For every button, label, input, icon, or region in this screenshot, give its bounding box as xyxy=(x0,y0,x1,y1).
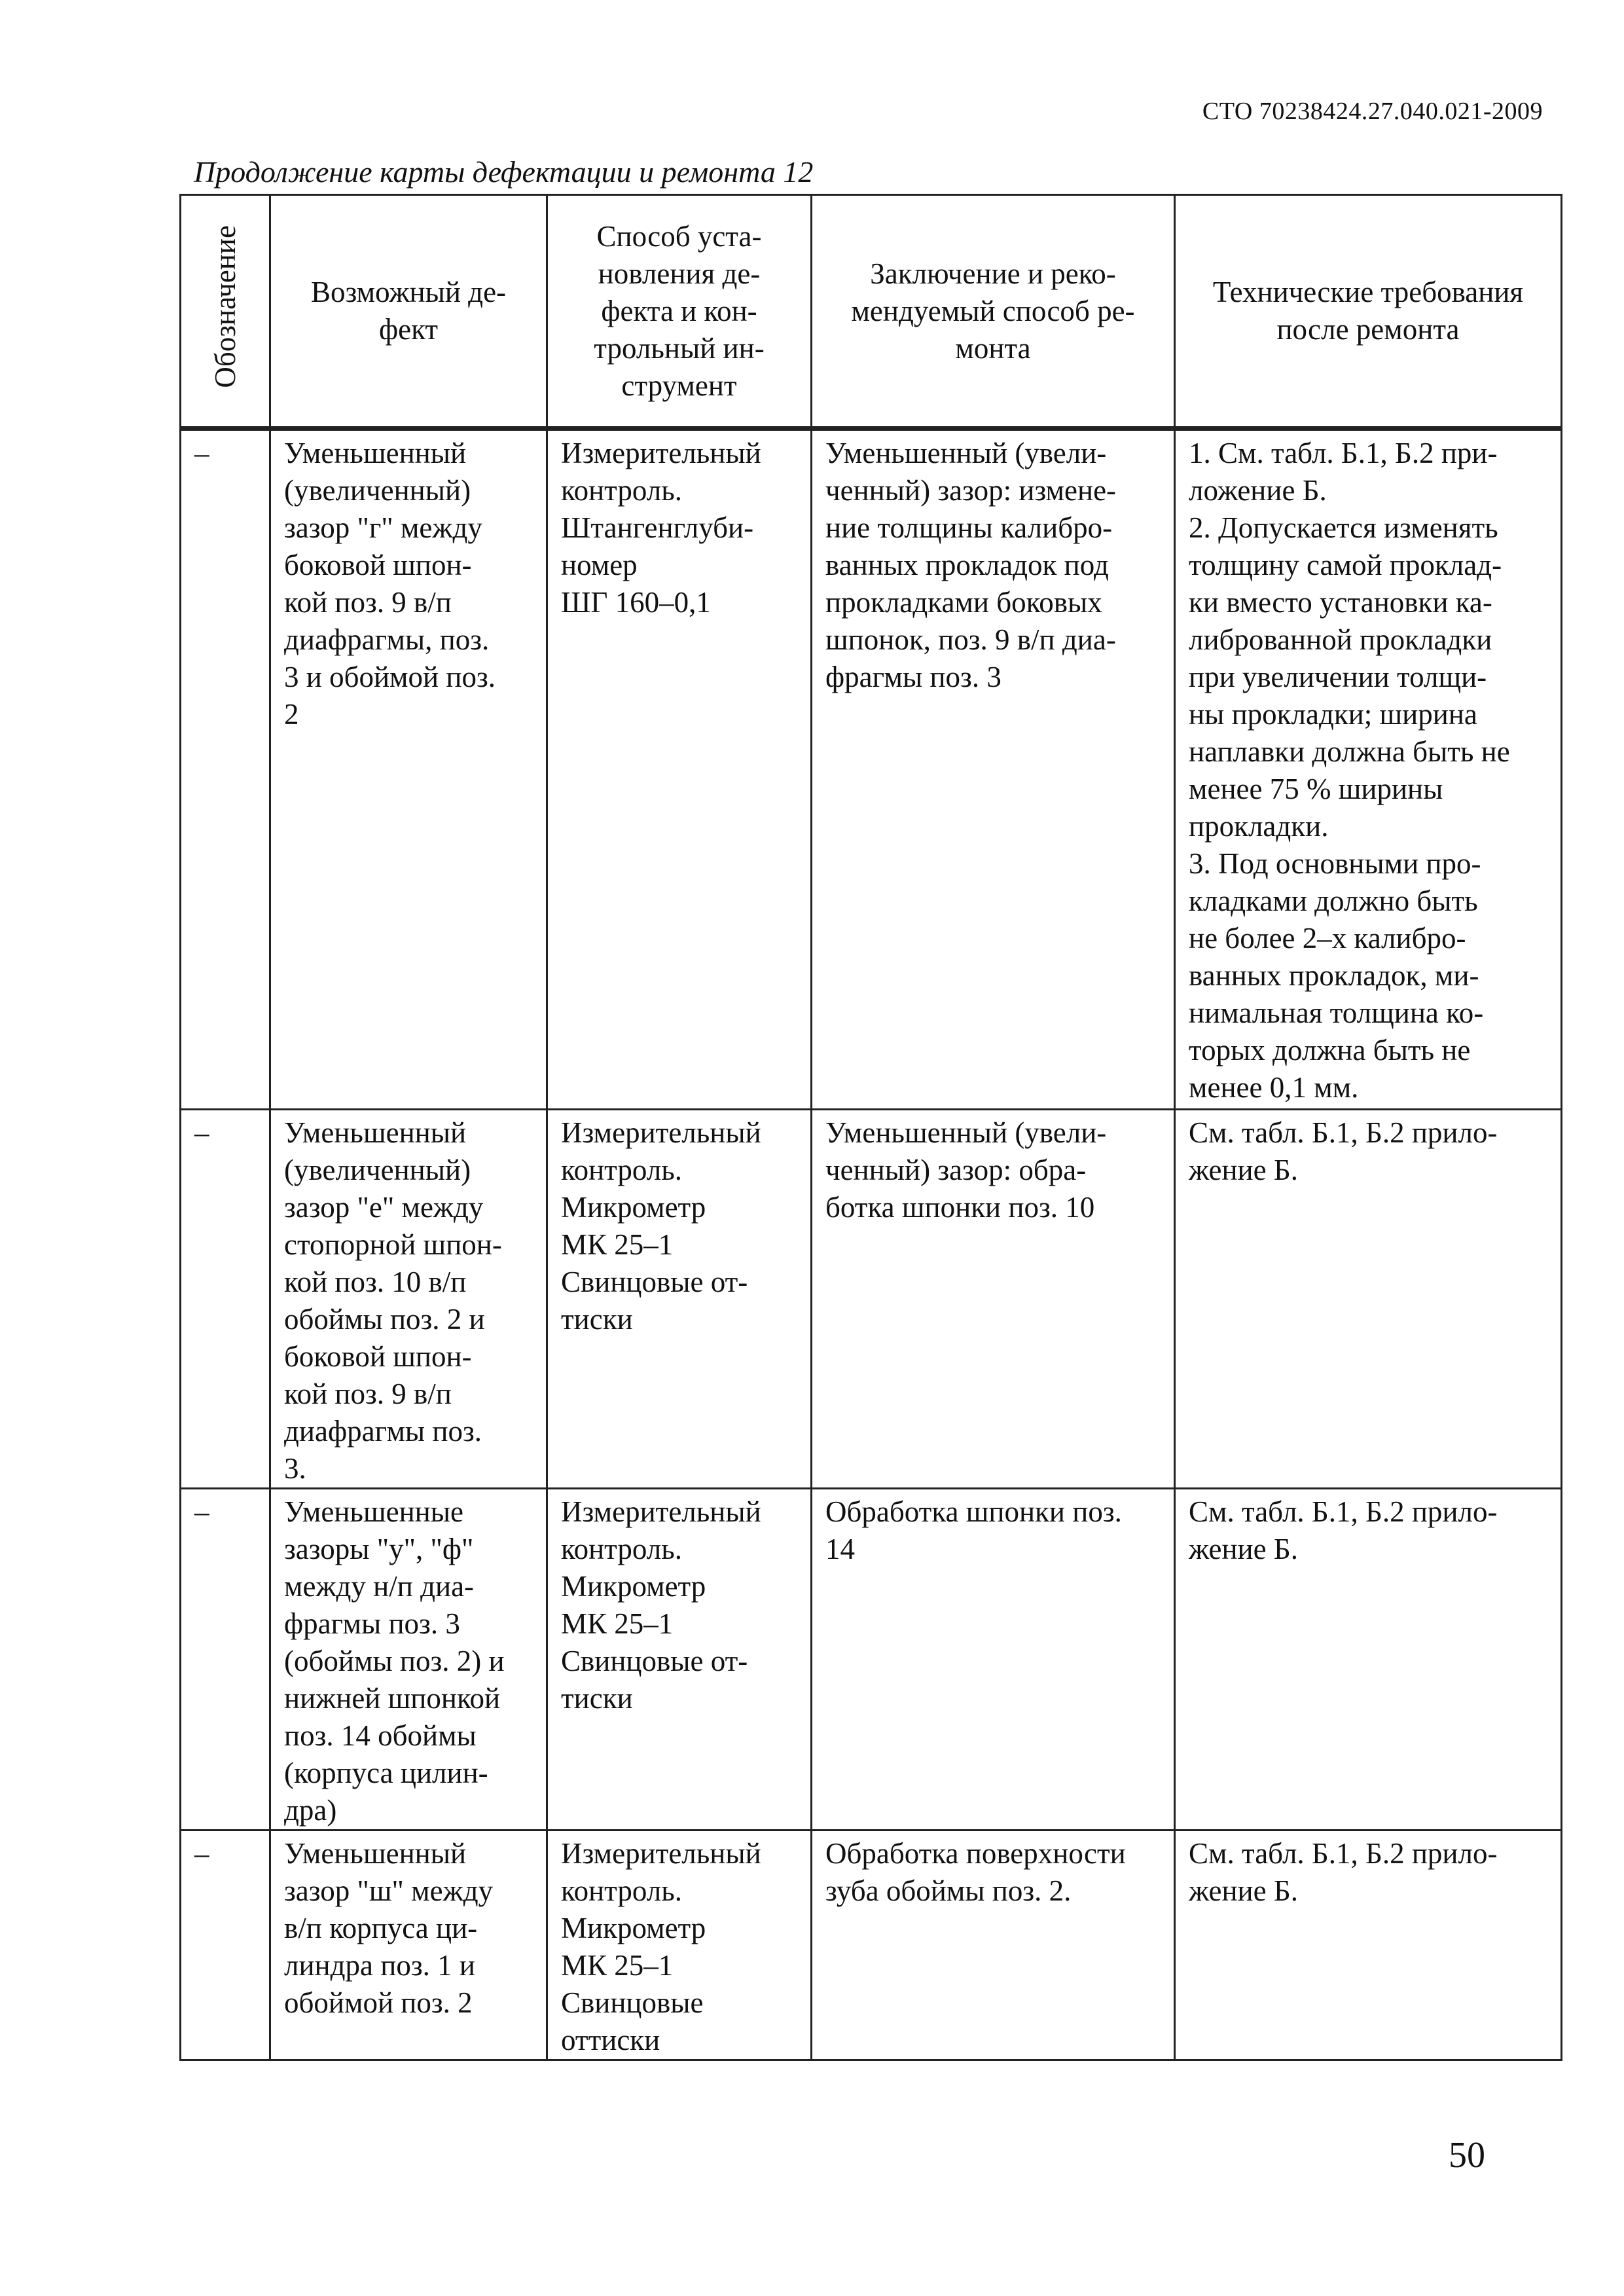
cell-method: Измерительный контроль. Микрометр МК 25–1 Свинцовые от- тиски xyxy=(547,1110,812,1489)
page-number: 50 xyxy=(1449,2135,1485,2176)
cell-requirements: 1. См. табл. Б.1, Б.2 при- ложение Б. 2. Допускается изменять толщину самой проклад- ки вместо установки ка- либрованной прокладки при увеличении толщи- ны прокладки; ширина наплавки должна быть не менее 75 % ширины прокладки. 3. Под основными про- кладками должно быть не более 2–х калибро- ванных прокладок, ми- нимальная толщина ко- торых должна быть не менее 0,1 мм. xyxy=(1175,429,1562,1110)
cell-requirements: См. табл. Б.1, Б.2 прило- жение Б. xyxy=(1175,1110,1562,1489)
column-header-defect: Возможный де- фект xyxy=(270,195,547,429)
cell-defect: Уменьшенный (увеличенный) зазор "г" между боковой шпон- кой поз. 9 в/п диафрагмы, поз. 3 и обоймой поз. 2 xyxy=(270,429,547,1110)
document-code: СТО 70238424.27.040.021-2009 xyxy=(1202,98,1543,125)
table-row xyxy=(181,1110,1562,1489)
cell-conclusion: Обработка шпонки поз. 14 xyxy=(812,1489,1175,1831)
cell-designation: – xyxy=(181,1831,270,2060)
table-row xyxy=(181,429,1562,1110)
column-header-method: Способ уста- новления де- фекта и кон- трольный ин- струмент xyxy=(547,195,812,429)
cell-conclusion: Обработка поверхности зуба обоймы поз. 2. xyxy=(812,1831,1175,2060)
cell-method: Измерительный контроль. Штангенглуби- номер ШГ 160–0,1 xyxy=(547,429,812,1110)
cell-method: Измерительный контроль. Микрометр МК 25–1 Свинцовые от- тиски xyxy=(547,1489,812,1831)
cell-conclusion: Уменьшенный (увели- ченный) зазор: обра- ботка шпонки поз. 10 xyxy=(812,1110,1175,1489)
cell-requirements: См. табл. Б.1, Б.2 прило- жение Б. xyxy=(1175,1489,1562,1831)
cell-designation: – xyxy=(181,1489,270,1831)
table-row xyxy=(181,1489,1562,1831)
cell-conclusion: Уменьшенный (увели- ченный) зазор: измене- ние толщины калибро- ванных прокладок под прокладками боковых шпонок, поз. 9 в/п диа- фрагмы поз. 3 xyxy=(812,429,1175,1110)
table-row xyxy=(181,1831,1562,2060)
defect-repair-table xyxy=(179,194,1562,2061)
column-header-requirements: Технические требования после ремонта xyxy=(1175,195,1562,429)
cell-defect: Уменьшенные зазоры "у", "ф" между н/п диа- фрагмы поз. 3 (обоймы поз. 2) и нижней шпонкой поз. 14 обоймы (корпуса цилин- дра) xyxy=(270,1489,547,1831)
cell-designation: – xyxy=(181,1110,270,1489)
table-caption: Продолжение карты дефектации и ремонта 12 xyxy=(194,155,814,189)
cell-requirements: См. табл. Б.1, Б.2 прило- жение Б. xyxy=(1175,1831,1562,2060)
cell-defect: Уменьшенный (увеличенный) зазор "е" между стопорной шпон- кой поз. 10 в/п обоймы поз. 2 и боковой шпон- кой поз. 9 в/п диафрагмы поз. 3. xyxy=(270,1110,547,1489)
cell-method: Измерительный контроль. Микрометр МК 25–1 Свинцовые оттиски xyxy=(547,1831,812,2060)
table-header-row xyxy=(181,195,1562,429)
column-header-designation-label: Обозначение xyxy=(208,225,242,388)
column-header-conclusion: Заключение и реко- мендуемый способ ре- монта xyxy=(812,195,1175,429)
cell-designation: – xyxy=(181,429,270,1110)
cell-defect: Уменьшенный зазор "ш" между в/п корпуса ци- линдра поз. 1 и обоймой поз. 2 xyxy=(270,1831,547,2060)
column-header-designation xyxy=(181,195,270,429)
